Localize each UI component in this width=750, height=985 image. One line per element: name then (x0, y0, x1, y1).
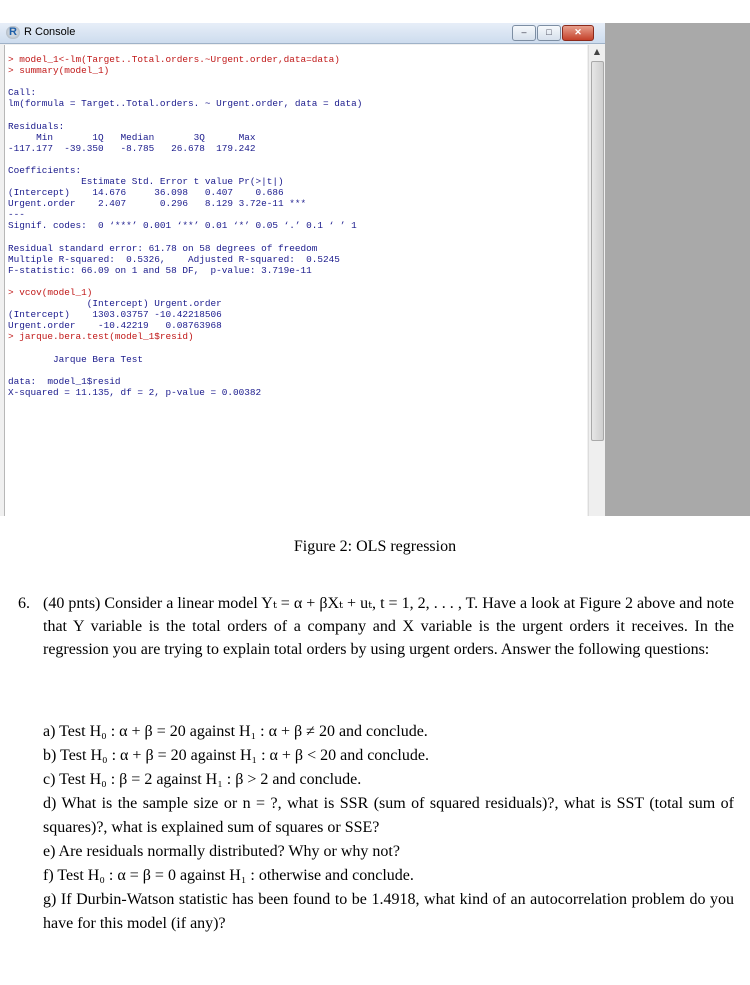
r-console-window (0, 23, 606, 516)
console-output-line: X-squared = 11.135, df = 2, p-value = 0.00382 (8, 386, 262, 398)
console-output-line: Signif. codes: 0 ‘***’ 0.001 ‘**’ 0.01 ‘*’ 0.05 ‘.’ 0.1 ‘ ’ 1 (8, 220, 357, 232)
console-output-line (8, 365, 587, 376)
r-logo-icon: R (6, 26, 20, 39)
console-output-line: (Intercept) 14.676 36.098 0.407 0.686 (8, 187, 284, 199)
question-part: d) What is the sample size or n = ?, what is SSR (sum of squared residuals)?, what is SST (total sum of squares)?, what is explained sum of squares or SSE? (43, 795, 734, 836)
question-number: 6. (18, 595, 30, 612)
console-output-line: -117.177 -39.350 -8.785 26.678 179.242 (8, 142, 256, 154)
console-output-line (8, 276, 587, 287)
question-text: (40 pnts) Consider a linear model Yₜ = α + βXₜ + uₜ, t = 1, 2, . . . , T. Have a look at Figure 2 above and note that Y variable is the total orders of a company and X variable is the urgent orders it receives. In the regression you are trying to explain total orders by using urgent orders. Answer the following questions: (43, 595, 734, 658)
console-output-line: (Intercept) 1303.03757 -10.42218506 (8, 309, 222, 321)
console-input-line: > jarque.bera.test(model_1$resid) (8, 331, 194, 343)
question-part: f) Test H₀ : α = β = 0 against H₁ : otherwise and conclude. (43, 867, 414, 884)
console-output-line: lm(formula = Target..Total.orders. ~ Urgent.order, data = data) (8, 98, 363, 110)
scroll-up-arrow-icon[interactable]: ▲ (593, 47, 601, 56)
console-output-line (8, 232, 587, 243)
console-output[interactable] (4, 45, 587, 516)
console-output-line: Multiple R-squared: 0.5326, Adjusted R-squared: 0.5245 (8, 253, 340, 265)
console-output-line (8, 109, 587, 120)
close-button[interactable]: ✕ (562, 25, 594, 41)
question-part: e) Are residuals normally distributed? Why or why not? (43, 843, 400, 860)
console-output-line (8, 342, 587, 353)
console-output-line: Urgent.order -10.42219 0.08763968 (8, 320, 222, 332)
desktop-background (605, 23, 750, 516)
question-parts (43, 720, 734, 936)
console-output-line: Coefficients: (8, 164, 82, 176)
scroll-thumb[interactable] (591, 61, 604, 441)
console-output-line: Urgent.order 2.407 0.296 8.129 3.72e-11 *** (8, 198, 307, 210)
question-6 (18, 592, 734, 661)
console-output-line: Min 1Q Median 3Q Max (8, 131, 256, 143)
title-bar[interactable] (0, 23, 605, 44)
console-input-line: > model_1<-lm(Target..Total.orders.~Urgent.order,data=data) (8, 54, 340, 65)
figure-caption: Figure 2: OLS regression (293, 538, 457, 555)
question-part: b) Test H₀ : α + β = 20 against H₁ : α + β < 20 and conclude. (43, 747, 429, 764)
console-output-line (8, 76, 587, 87)
console-output-line: (Intercept) Urgent.order (8, 298, 222, 310)
console-output-line: F-statistic: 66.09 on 1 and 58 DF, p-value: 3.719e-11 (8, 264, 312, 276)
console-output-line: Estimate Std. Error t value Pr(>|t|) (8, 176, 284, 188)
console-output-line: data: model_1$resid (8, 375, 121, 387)
console-output-line: Residuals: (8, 120, 65, 132)
console-input-line: > vcov(model_1) (8, 286, 93, 298)
question-part: c) Test H₀ : β = 2 against H₁ : β > 2 and conclude. (43, 771, 362, 788)
maximize-button[interactable]: □ (537, 25, 561, 41)
window-title: R Console (24, 26, 76, 38)
console-output-line: Jarque Bera Test (8, 353, 144, 365)
console-text (5, 45, 587, 398)
console-output-line: Call: (8, 87, 37, 99)
console-input-line: > summary(model_1) (8, 65, 110, 77)
console-output-line: Residual standard error: 61.78 on 58 degrees of freedom (8, 242, 318, 254)
console-output-line: --- (8, 209, 25, 221)
vertical-scrollbar[interactable] (588, 45, 605, 516)
question-part: g) If Durbin-Watson statistic has been found to be 1.4918, what kind of an autocorrelation problem do you have for this model (if any)? (43, 891, 734, 932)
question-part: a) Test H₀ : α + β = 20 against H₁ : α + β ≠ 20 and conclude. (43, 723, 428, 740)
console-output-line (8, 154, 587, 165)
minimize-button[interactable]: – (512, 25, 536, 41)
